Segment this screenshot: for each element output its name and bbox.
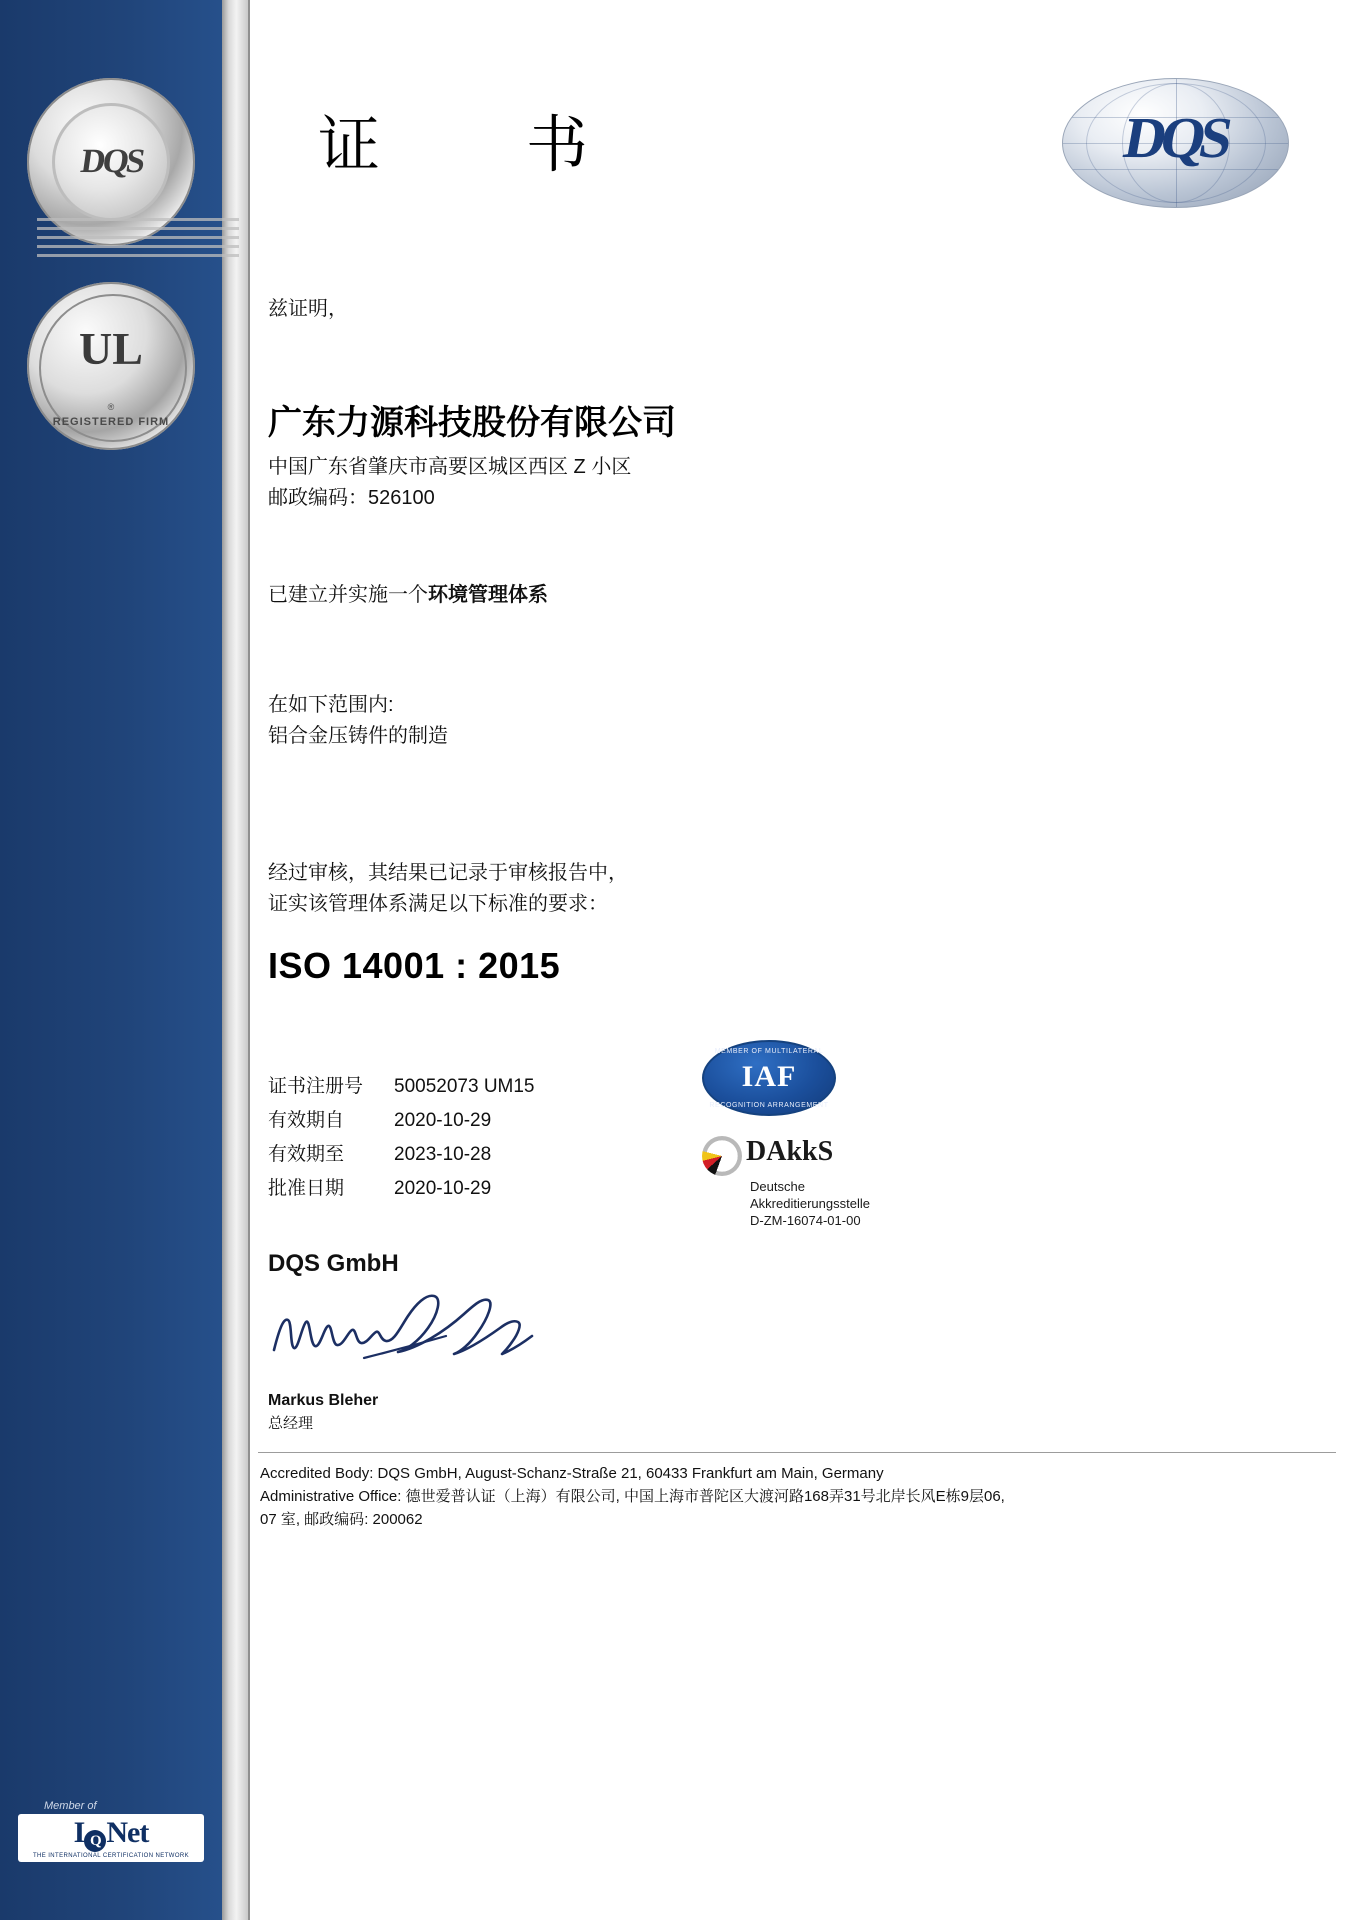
ul-registered-mark: ® [107, 402, 115, 412]
detail-value-registration-no: 50052073 UM15 [394, 1076, 535, 1097]
dakks-mark-icon [702, 1136, 742, 1176]
iaf-text: IAF [741, 1060, 797, 1093]
management-system-prefix: 已建立并实施一个 [268, 584, 428, 606]
ul-registered-firm-seal [27, 282, 195, 450]
table-row [268, 1138, 535, 1172]
detail-label-valid-until: 有效期至 [268, 1144, 345, 1165]
certificate-title: 证 书 [318, 111, 631, 180]
dqs-seal-inner [52, 103, 170, 221]
table-row [268, 1172, 535, 1206]
iqnet-member-of-label: Member of [44, 1800, 97, 1812]
iqnet-wordmark [24, 1818, 198, 1852]
company-address-line-2: 邮政编码：526100 [268, 487, 435, 509]
iqnet-letter-i: I [73, 1816, 85, 1849]
detail-label-issue-date: 批准日期 [268, 1178, 345, 1199]
footer-line-1: Accredited Body: DQS GmbH, August-Schanz-Straße 21, 60433 Frankfurt am Main, Germany [260, 1465, 884, 1482]
management-system-name: 环境管理体系 [428, 584, 548, 606]
footer-divider [258, 1452, 1336, 1453]
table-row [268, 1104, 535, 1138]
signature-image [268, 1288, 568, 1378]
scope-label: 在如下范围内: [268, 694, 394, 716]
standard-name: ISO 14001 : 2015 [268, 945, 561, 986]
dakks-subtitle-line-3: D-ZM-16074-01-00 [750, 1213, 861, 1228]
iaf-top-text: MEMBER OF MULTILATERAL [714, 1048, 824, 1055]
dakks-subtitle-line-2: Akkreditierungsstelle [750, 1196, 870, 1211]
iqnet-logo-box [18, 1814, 204, 1862]
iqnet-subtitle: THE INTERNATIONAL CERTIFICATION NETWORK [32, 1853, 190, 1859]
dqs-globe-text: DQS [1119, 105, 1232, 170]
ul-registered-firm-text: REGISTERED FIRM [52, 416, 170, 428]
dakks-logo [702, 1136, 1002, 1229]
issuer-name: DQS GmbH [268, 1250, 399, 1277]
dakks-wordmark: DAkkS [746, 1136, 834, 1167]
dqs-globe-logo [1062, 78, 1289, 208]
signer-name: Markus Bleher [268, 1392, 379, 1409]
dqs-seal-text: DQS [78, 143, 145, 180]
audit-statement-line-2: 证实该管理体系满足以下标准的要求： [268, 893, 608, 915]
footer-line-2: Administrative Office: 德世爱普认证（上海）有限公司, 中国上海市普陀区大渡河路168弄31号北岸长风E栋9层06, [260, 1488, 1005, 1505]
audit-statement-line-1: 经过审核，其结果已记录于审核报告中， [268, 862, 628, 884]
detail-label-valid-from: 有效期自 [268, 1110, 345, 1131]
iaf-bottom-text: RECOGNITION ARRANGEMENT [709, 1102, 829, 1109]
signer-role: 总经理 [268, 1415, 314, 1432]
management-system-statement [268, 578, 548, 607]
dakks-subtitle-line-1: Deutsche [750, 1179, 805, 1194]
audit-statement [268, 858, 628, 920]
iqnet-letters-net: Net [106, 1816, 149, 1849]
table-row [268, 1070, 535, 1104]
iqnet-globe-icon: Q [84, 1830, 106, 1852]
iaf-logo [702, 1040, 836, 1116]
company-address [268, 452, 631, 514]
scope-block [268, 690, 448, 752]
footer-text [260, 1462, 1340, 1531]
scope-text: 铝合金压铸件的制造 [268, 725, 448, 747]
company-address-line-1: 中国广东省肇庆市高要区城区西区 Z 小区 [268, 456, 632, 478]
detail-value-valid-until: 2023-10-28 [394, 1144, 492, 1165]
certificate-details-table [268, 1070, 535, 1206]
band-silver-edge [222, 0, 248, 1920]
footer-line-3: 07 室, 邮政编码: 200062 [260, 1511, 423, 1528]
detail-value-valid-from: 2020-10-29 [394, 1110, 492, 1131]
dakks-subtitle [750, 1178, 1002, 1229]
detail-value-issue-date: 2020-10-29 [394, 1178, 492, 1199]
dqs-seal-logo [27, 78, 195, 246]
dqs-seal-bars-icon [37, 218, 239, 260]
detail-label-registration-no: 证书注册号 [268, 1076, 364, 1097]
certificate-body [250, 0, 1357, 1920]
iqnet-logo [18, 1800, 204, 1862]
company-name: 广东力源科技股份有限公司 [268, 404, 676, 442]
ul-seal-text: UL [79, 323, 143, 374]
hereby-line: 兹证明， [268, 298, 348, 320]
